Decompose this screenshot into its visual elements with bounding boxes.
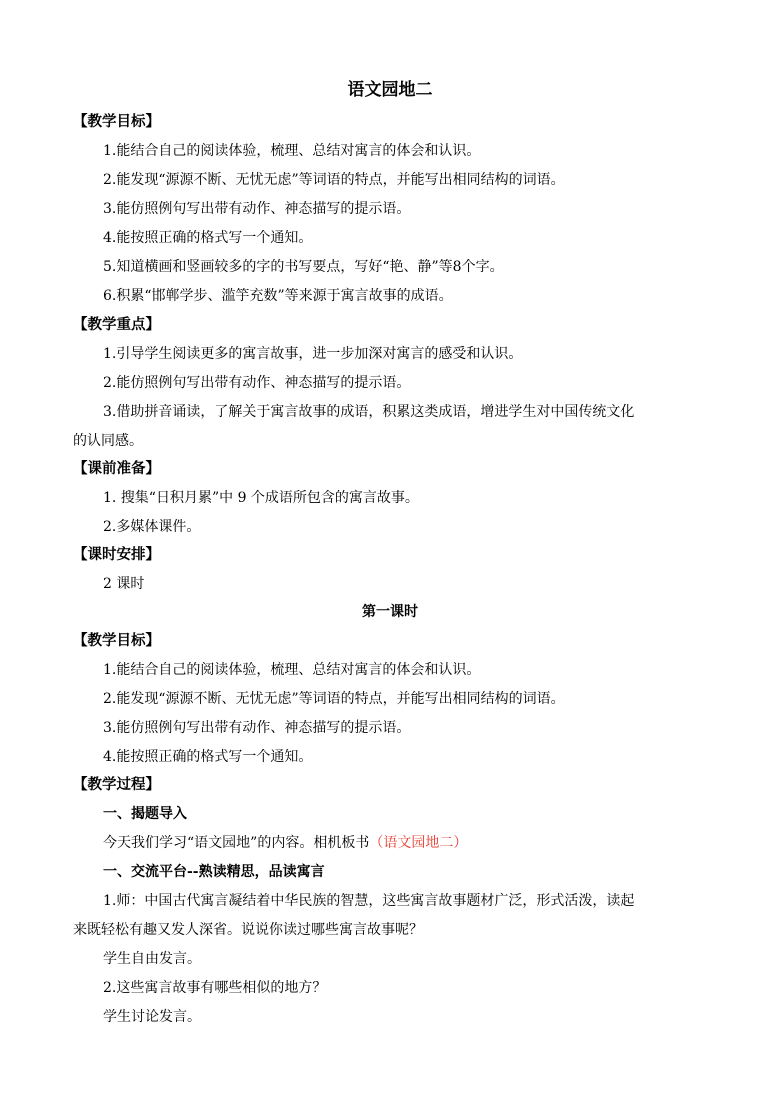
lesson1-title: 第一课时 [362,604,418,620]
step2-line-continuation: 来既轻松有趣又发人深省。说说你读过哪些寓言故事呢？ [73,922,423,938]
step2-line: 2.这些寓言故事有哪些相似的地方？ [103,980,327,996]
preparation-item: 2.多媒体课件。 [103,519,201,535]
key-point-item-continuation: 的认同感。 [73,433,143,449]
goal-item: 2.能发现“源源不断、无忧无虑”等词语的特点，并能写出相同结构的词语。 [103,172,565,188]
lesson1-goal-item: 3.能仿照例句写出带有动作、神态描写的提示语。 [103,720,411,736]
goal-item: 4.能按照正确的格式写一个通知。 [103,230,313,246]
preparation-item: 1. 搜集“日积月累”中 9 个成语所包含的寓言故事。 [103,490,419,506]
goal-item: 3.能仿照例句写出带有动作、神态描写的提示语。 [103,201,411,217]
key-point-item: 1.引导学生阅读更多的寓言故事，进一步加深对寓言的感受和认识。 [103,346,523,362]
lesson1-goal-item: 4.能按照正确的格式写一个通知。 [103,749,313,765]
step2-line: 1.师：中国古代寓言凝结着中华民族的智慧，这些寓言故事题材广泛，形式活泼，读起 [103,893,635,909]
process-heading: 【教学过程】 [73,776,160,793]
lesson1-goal-item: 2.能发现“源源不断、无忧无虑”等词语的特点，并能写出相同结构的词语。 [103,691,565,707]
step1-text-main: 今天我们学习“语文园地”的内容。相机板书 [103,835,370,851]
step2-line: 学生自由发言。 [103,951,201,967]
lesson1-goal-item: 1.能结合自己的阅读体验，梳理、总结对寓言的体会和认识。 [103,662,481,678]
lesson1-goals-heading: 【教学目标】 [73,632,160,649]
schedule-value: 2 课时 [103,576,145,592]
preparation-heading: 【课前准备】 [73,460,160,477]
goals-heading: 【教学目标】 [73,113,160,130]
key-point-item: 2.能仿照例句写出带有动作、神态描写的提示语。 [103,375,411,391]
step1-text [103,833,467,853]
step2-title: 一、交流平台--熟读精思，品读寓言 [103,864,325,880]
key-point-item: 3.借助拼音诵读，了解关于寓言故事的成语，积累这类成语，增进学生对中国传统文化 [103,404,635,420]
schedule-heading: 【课时安排】 [73,546,160,563]
step1-blackboard-highlight: （语文园地二） [369,835,468,851]
goal-item: 5.知道横画和竖画较多的字的书写要点，写好“艳、静”等8个字。 [103,259,504,275]
goal-item: 6.积累“邯郸学步、滥竽充数”等来源于寓言故事的成语。 [103,288,453,304]
step2-line: 学生讨论发言。 [103,1009,201,1025]
goal-item: 1.能结合自己的阅读体验，梳理、总结对寓言的体会和认识。 [103,143,481,159]
step1-title: 一、揭题导入 [103,806,187,822]
key-points-heading: 【教学重点】 [73,316,160,333]
document-title: 语文园地二 [347,80,433,100]
